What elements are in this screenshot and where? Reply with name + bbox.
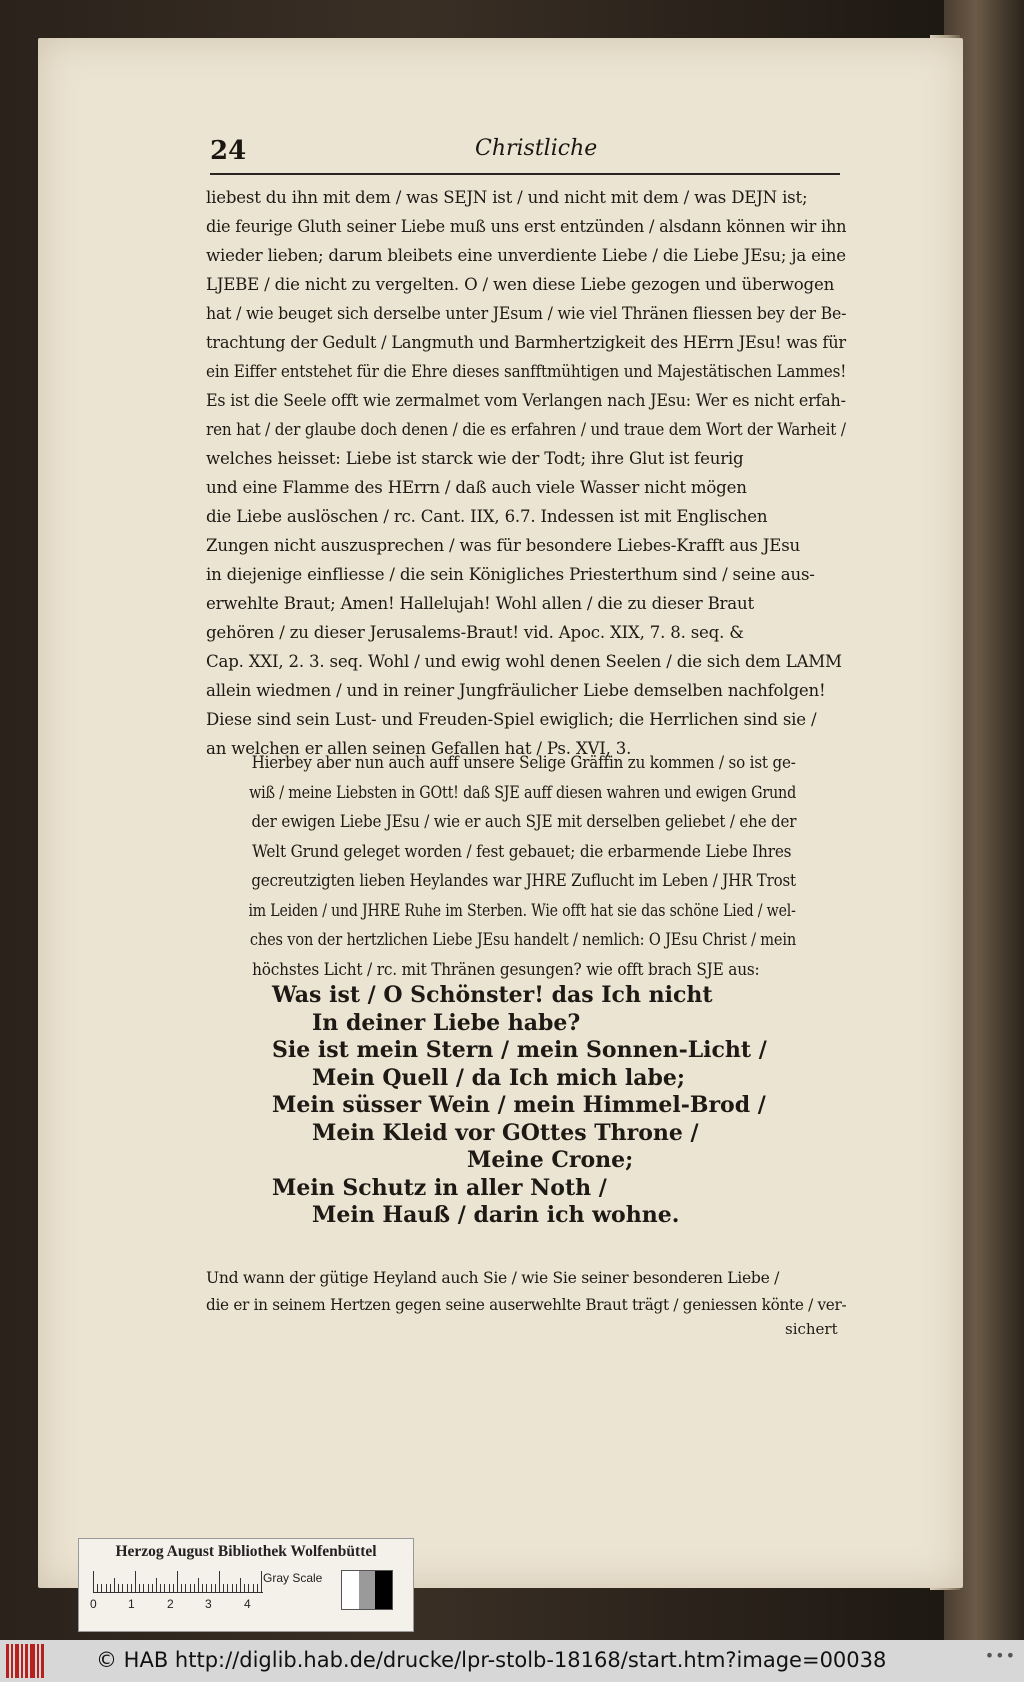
paragraph-3 <box>206 1265 846 1319</box>
gray-scale-swatches <box>341 1570 393 1610</box>
ruler-tick <box>118 1584 119 1593</box>
ruler-tick <box>127 1584 128 1593</box>
ruler-tick <box>152 1584 153 1593</box>
ruler-tick <box>156 1578 157 1593</box>
text-line: ein Eiffer entstehet für die Ehre dieses sanfftmühtigen und Majestätischen Lammes! <box>206 362 847 381</box>
text-line: LJEBE / die nicht zu vergelten. O / wen diese Liebe gezogen und überwogen <box>206 275 835 294</box>
barcode-bar <box>21 1644 23 1678</box>
ruler-tick <box>131 1584 132 1593</box>
footer-bar <box>0 1640 1024 1682</box>
ruler-tick <box>135 1571 136 1593</box>
page-number: 24 <box>210 136 247 166</box>
ruler-tick <box>143 1584 144 1593</box>
ruler-tick <box>248 1584 249 1593</box>
ruler-tick <box>240 1578 241 1593</box>
ruler-number: 0 <box>90 1597 97 1611</box>
ruler-tick <box>110 1584 111 1593</box>
barcode-bar <box>30 1644 35 1678</box>
text-line: allein wiedmen / und in reiner Jungfräulicher Liebe demselben nachfolgen! <box>206 681 826 700</box>
ruler-tick <box>93 1571 94 1593</box>
verse-line: In deiner Liebe habe? <box>312 1009 581 1036</box>
text-line: Hierbey aber nun auch auff unsere Selige Gräffin zu kommen / so ist ge- <box>251 753 796 772</box>
ruler-number: 1 <box>128 1597 135 1611</box>
text-line: und eine Flamme des HErrn / daß auch viele Wasser nicht mögen <box>206 478 747 497</box>
text-line: die Liebe auslöschen / rc. Cant. IIX, 6.7. Indessen ist mit Englischen <box>206 507 768 526</box>
ruler-tick <box>101 1584 102 1593</box>
ruler-tick <box>215 1584 216 1593</box>
text-line: die feurige Gluth seiner Liebe muß uns erst entzünden / alsdann können wir ihn <box>206 217 847 236</box>
catchword: sichert <box>785 1320 838 1338</box>
text-line: Es ist die Seele offt wie zermalmet vom Verlangen nach JEsu: Wer es nicht erfah- <box>206 391 846 410</box>
text-line: ren hat / der glaube doch denen / die es erfahren / und traue dem Wort der Warheit / <box>206 420 846 439</box>
text-line: wieder lieben; darum bleibets eine unverdiente Liebe / die Liebe JEsu; ja eine <box>206 246 846 265</box>
text-line: Zungen nicht auszusprechen / was für besondere Liebes-Krafft aus JEsu <box>206 536 800 555</box>
gray-scale-label: Gray Scale <box>263 1571 323 1585</box>
color-target <box>78 1538 414 1632</box>
text-line: welches heisset: Liebe ist starck wie der Todt; ihre Glut ist feurig <box>206 449 744 468</box>
page-header <box>210 136 840 170</box>
ruler-scale <box>93 1569 263 1593</box>
text-line: trachtung der Gedult / Langmuth und Barmhertzigkeit des HErrn JEsu! was für <box>206 333 846 352</box>
ruler-tick <box>190 1584 191 1593</box>
barcode-bar <box>41 1644 44 1678</box>
gray-swatch <box>359 1571 376 1609</box>
ruler-tick <box>232 1584 233 1593</box>
ruler-tick <box>211 1584 212 1593</box>
running-title: Christliche <box>475 136 598 161</box>
ruler-tick <box>185 1584 186 1593</box>
copyright-url[interactable]: © HAB http://diglib.hab.de/drucke/lpr-stolb-18168/start.htm?image=00038 <box>96 1648 887 1672</box>
verse-line: Mein Hauß / darin ich wohne. <box>312 1202 680 1228</box>
verse-line: Mein Kleid vor GOttes Throne / <box>312 1119 699 1146</box>
text-line: Cap. XXI, 2. 3. seq. Wohl / und ewig wohl denen Seelen / die sich dem LAMM <box>206 652 842 671</box>
verse-line: Sie ist mein Stern / mein Sonnen-Licht / <box>272 1037 767 1063</box>
text-line: liebest du ihn mit dem / was SEJN ist / und nicht mit dem / was DEJN ist; <box>206 188 808 207</box>
ruler-tick <box>227 1584 228 1593</box>
text-line: an welchen er allen seinen Gefallen hat / Ps. XVI, 3. <box>206 739 632 758</box>
ruler-tick <box>198 1578 199 1593</box>
hab-barcode-logo-icon[interactable] <box>6 1644 48 1678</box>
text-line: gecreutzigten lieben Heylandes war JHRE Zuflucht im Leben / JHR Trost <box>251 871 796 890</box>
text-line: höchstes Licht / rc. mit Thränen gesungen? wie offt brach SJE aus: <box>252 959 760 979</box>
verse-line: Mein süsser Wein / mein Himmel-Brod / <box>272 1092 766 1118</box>
verse-line: Mein Quell / da Ich mich labe; <box>312 1064 686 1091</box>
barcode-bar <box>25 1644 28 1678</box>
ruler-tick <box>261 1571 262 1593</box>
ruler-tick <box>253 1584 254 1593</box>
verse-line: Was ist / O Schönster! das Ich nicht <box>272 982 713 1008</box>
text-line: Und wann der gütige Heyland auch Sie / wie Sie seiner besonderen Liebe / <box>206 1269 780 1287</box>
ruler-tick <box>114 1578 115 1593</box>
text-line: in diejenige einfliesse / die sein Königliches Priesterthum sind / seine aus- <box>206 565 815 584</box>
text-line: Diese sind sein Lust- und Freuden-Spiel ewiglich; die Herrlichen sind sie / <box>206 710 817 729</box>
ruler-tick <box>122 1584 123 1593</box>
gray-swatch <box>375 1571 392 1609</box>
barcode-bar <box>15 1644 19 1678</box>
gray-swatch <box>342 1571 359 1609</box>
ellipsis-icon[interactable]: ••• <box>984 1646 1016 1665</box>
paragraph-1 <box>206 183 846 763</box>
ruler-tick <box>257 1584 258 1593</box>
color-target-title: Herzog August Bibliothek Wolfenbüttel <box>115 1543 377 1560</box>
ruler-tick <box>202 1584 203 1593</box>
ruler-tick <box>164 1584 165 1593</box>
ruler-number: 2 <box>167 1597 174 1611</box>
ruler-tick <box>97 1584 98 1593</box>
text-line: gehören / zu dieser Jerusalems-Braut! vid. Apoc. XIX, 7. 8. seq. & <box>206 623 744 642</box>
ruler-number: 3 <box>205 1597 212 1611</box>
text-line: Welt Grund geleget worden / fest gebauet; die erbarmende Liebe Ihres <box>252 841 792 861</box>
text-line: die er in seinem Hertzen gegen seine auserwehlte Braut trägt / geniessen könte / ver- <box>206 1296 847 1314</box>
ruler-number: 4 <box>244 1597 251 1611</box>
ruler-tick <box>223 1584 224 1593</box>
verse-line: Mein Schutz in aller Noth / <box>272 1174 607 1201</box>
ruler-tick <box>177 1571 178 1593</box>
text-line: im Leiden / und JHRE Ruhe im Sterben. Wie offt hat sie das schöne Lied / wel- <box>248 900 796 920</box>
ruler-tick <box>169 1584 170 1593</box>
barcode-bar <box>11 1644 13 1678</box>
verse-line: Meine Crone; <box>467 1147 634 1173</box>
ruler-tick <box>148 1584 149 1593</box>
ruler-tick <box>181 1584 182 1593</box>
ruler-tick <box>236 1584 237 1593</box>
header-rule <box>210 173 840 175</box>
ruler-tick <box>160 1584 161 1593</box>
text-line: der ewigen Liebe JEsu / wie er auch SJE mit derselben geliebet / ehe der <box>251 812 797 831</box>
ruler-tick <box>173 1584 174 1593</box>
paragraph-2 <box>206 748 846 984</box>
text-line: ches von der hertzlichen Liebe JEsu handelt / nemlich: O JEsu Christ / mein <box>249 930 797 949</box>
ruler-tick <box>106 1584 107 1593</box>
ruler-tick <box>194 1584 195 1593</box>
text-line: hat / wie beuget sich derselbe unter JEsum / wie viel Thränen fliessen bey der Be- <box>206 304 847 323</box>
ruler-tick <box>139 1584 140 1593</box>
text-line: erwehlte Braut; Amen! Hallelujah! Wohl allen / die zu dieser Braut <box>206 594 754 613</box>
ruler-tick <box>206 1584 207 1593</box>
ruler-tick <box>219 1571 220 1593</box>
barcode-bar <box>6 1644 9 1678</box>
text-line: wiß / meine Liebsten in GOtt! daß SJE auff diesen wahren und ewigen Grund <box>249 782 797 802</box>
ruler-tick <box>244 1584 245 1593</box>
barcode-bar <box>37 1644 39 1678</box>
